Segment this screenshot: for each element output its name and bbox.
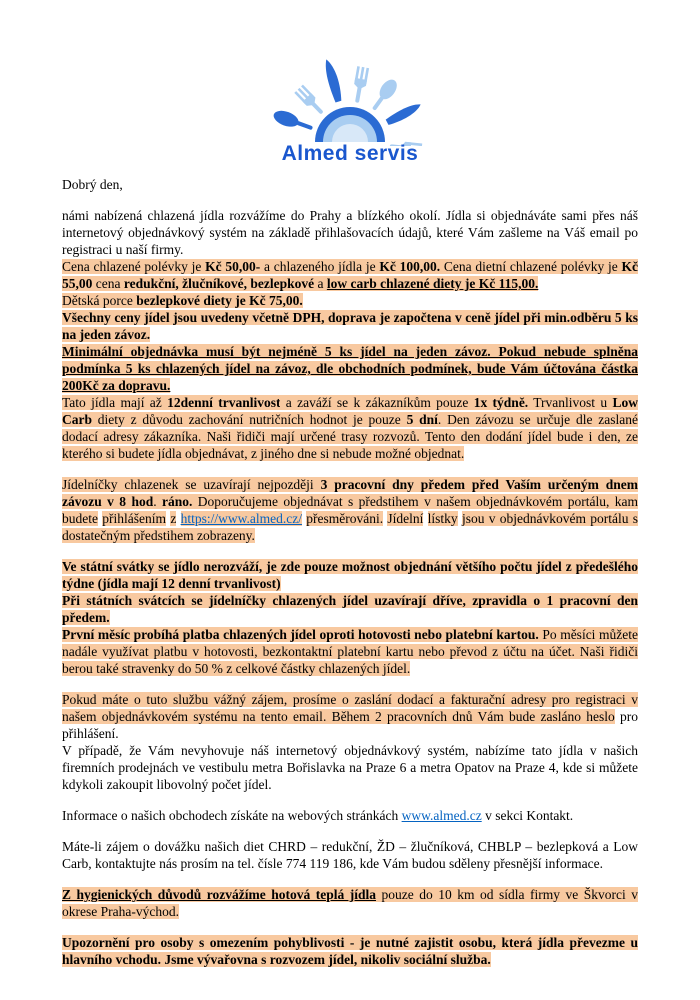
text-run: Doporučujeme objednávat s předstihem v našem objednávkovém portálu,	[192, 494, 615, 509]
text-run: Jídelní	[387, 511, 424, 526]
text-run: 3 pracovní dny předem před Vaším určeným dnem závozu v 8 hod	[62, 477, 638, 509]
paragraph-registration	[62, 691, 638, 742]
text-run: .	[153, 494, 162, 509]
spacer-paragraph	[62, 677, 638, 691]
text-run: Informace o našich obchodech získáte na webových stránkách	[62, 808, 402, 823]
text-run: Všechny ceny jídel jsou uvedeny včetně DPH, doprava je započtena v ceně jídel při min.odběru 5 ks na jeden závoz.	[62, 310, 638, 342]
text-run: z	[170, 511, 177, 526]
text-run: pouze do 10 km od sídla firmy ve Škvorci v okrese Praha-východ.	[62, 887, 638, 919]
text-run: Ve státní svátky se jídlo nerozváží, je zde pouze možnost objednání většího počtu jídel z předešlého týdne (jídla mají 12 denní trvanlivost)	[62, 559, 638, 591]
paragraph-mobility-warning	[62, 934, 638, 968]
text-run	[176, 511, 180, 526]
brand-wordmark: Almed servis	[281, 142, 419, 165]
text-run: 12denní trvanlivost	[167, 395, 281, 410]
spoon-icon	[368, 76, 400, 113]
text-run: 1x týdně.	[473, 395, 529, 410]
text-run: Dobrý den,	[62, 177, 123, 192]
paragraph-ordering-deadline	[62, 476, 638, 544]
text-run: Tato jídla mají až	[62, 395, 168, 410]
text-run: V případě, že Vám nevyhovuje náš internetový objednávkový systém, nabízíme tato jídla v našich firemních prodejnách ve vestibulu metra Bořislavka na Praze 6 a metra Opatov na Praze 4, kde si můžete kdykoli zakoupit libovolný počet jídel.	[62, 743, 638, 792]
text-run: Cena dietní chlazené polévky je	[440, 259, 622, 274]
text-run: přesměrováni.	[306, 511, 384, 526]
spacer-paragraph	[62, 872, 638, 886]
text-run: Z hygienických důvodů rozvážíme hotová teplá jídla	[62, 887, 377, 902]
text-run: Trvanlivost u	[528, 395, 613, 410]
hyperlink[interactable]: https://www.almed.cz/	[180, 511, 302, 526]
text-run: První měsíc probíhá platba chlazených jídel oproti hotovosti nebo platební kartou.	[62, 627, 539, 642]
spacer-paragraph	[62, 544, 638, 558]
text-run: Kč 55,00	[62, 259, 638, 291]
text-run: cena	[92, 276, 124, 291]
fork-icon	[351, 66, 369, 104]
paragraph-vat-note	[62, 309, 638, 343]
text-run: Kč 50,00-	[205, 259, 261, 274]
text-run: Máte-li zájem o dovážku našich diet CHRD – redukční, ŽD – žlučníková, CHBLP – bezlepková a Low Carb, kontaktujte nás prosím na tel. čísle 774 119 186, kde Vám budou sděleny přesnější informace.	[62, 839, 638, 871]
spacer-paragraph	[62, 920, 638, 934]
text-run: Při státních svátcích se jídelníčky chlazených jídel uzavírají dříve, zpravidla o 1 pracovní den předem.	[62, 593, 638, 625]
text-run: budete	[62, 511, 98, 526]
text-run: low carb chlazené diety je Kč 115,00.	[326, 276, 539, 291]
text-run: lístky	[427, 511, 458, 526]
text-run: Minimální objednávka musí být nejméně 5 ks jídel na jeden závoz. Pokud nebude splněna podmínka 5 ks chlazených jídel na závoz, dle obchodních podmínek, bude Vám účtována částka 200Kč za dopravu.	[62, 344, 638, 393]
text-run: ráno.	[162, 494, 193, 509]
spacer-paragraph	[62, 824, 638, 838]
paragraph-pricing	[62, 258, 638, 292]
text-run: kam	[614, 494, 638, 509]
hyperlink[interactable]: www.almed.cz	[401, 808, 482, 823]
text-run: Upozornění pro osoby s omezením pohyblivosti - je nutné zajistit osobu, která jídla převezme u hlavního vchodu. Jsme vývařovna s rozvozem jídel, nikoliv sociální služba.	[62, 935, 638, 967]
paragraph-holidays-2	[62, 592, 638, 626]
text-run: bezlepkové diety je Kč 75,00.	[136, 293, 303, 308]
paragraph-intro	[62, 207, 638, 258]
text-run: Pokud máte o tuto službu vážný zájem, prosíme o zaslání dodací a fakturační adresy pro registraci v našem objednávkovém systému na tento email. Během 2 pracovních dnů Vám bude zasláno heslo	[62, 692, 638, 724]
text-run	[423, 511, 427, 526]
text-run: námi nabízená chlazená jídla rozvážíme do Prahy a blízkého okolí. Jídla si objednáváte sami přes náš internetový objednávkový systém na základě přihlašovacích údajů, které Vám zašleme na Váš email po registraci u naší firmy.	[62, 208, 638, 257]
spacer-paragraph	[62, 193, 638, 207]
text-run: Low Carb	[62, 395, 638, 427]
paragraph-contact-info	[62, 807, 638, 824]
spacer-paragraph	[62, 793, 638, 807]
text-run: jsou	[461, 511, 485, 526]
spoon-icon	[271, 108, 314, 135]
paragraph-diet-contact	[62, 838, 638, 872]
text-run: . Den závozu se určuje dle zaslané dodací adresy zákazníka. Naši řidiči mají určené trasy rozvozů. Tento den dodání jídel bude i den, ze kterého si budete jídla objednávat, z jiného dne si nebude možné objednat.	[62, 412, 638, 461]
paragraph-holidays-1	[62, 558, 638, 592]
text-run: v objednávkovém portálu s dostatečným předstihem zobrazeny.	[62, 511, 639, 543]
text-run: a chlazeného jídla je	[260, 259, 380, 274]
text-run: Kč 100,00.	[379, 259, 441, 274]
text-run: Jídelníčky chlazenek se uzavírají nejpozději	[62, 477, 321, 492]
text-run: Po měsíci můžete nadále využívat platbu v hotovosti, bezkontaktní platební kartu nebo převod z účtu na účet. Naši řidiči berou také stravenky do 50 % z celkové částky chlazených jídel.	[62, 627, 638, 676]
text-run: Cena chlazené polévky je	[62, 259, 206, 274]
text-run: a	[314, 276, 327, 291]
text-run: a zaváží se k zákazníkům pouze	[280, 395, 474, 410]
paragraph-greeting	[62, 176, 638, 193]
spacer-paragraph	[62, 462, 638, 476]
paragraph-payment	[62, 626, 638, 677]
paragraph-min-order	[62, 343, 638, 394]
paragraph-shelf-life	[62, 394, 638, 462]
fork-icon	[294, 85, 326, 118]
text-run: přihlášením	[102, 511, 167, 526]
text-run: v sekci Kontakt.	[481, 808, 574, 823]
text-run: redukční, žlučníkové, bezlepkové	[123, 276, 315, 291]
document-body	[62, 176, 638, 968]
knife-icon	[385, 101, 423, 127]
paragraph-pricing-kids	[62, 292, 638, 309]
paragraph-hot-meals	[62, 886, 638, 920]
text-run: Dětská porce	[62, 293, 137, 308]
text-run: pro přihlášení.	[62, 709, 638, 741]
knife-icon	[322, 58, 344, 103]
sun-cutlery-icon	[255, 50, 445, 146]
paragraph-stores	[62, 742, 638, 793]
logo	[62, 0, 638, 166]
text-run: diety z důvodu zachování nutričních hodnot je pouze	[92, 412, 407, 427]
text-run: 5 dní	[406, 412, 438, 427]
